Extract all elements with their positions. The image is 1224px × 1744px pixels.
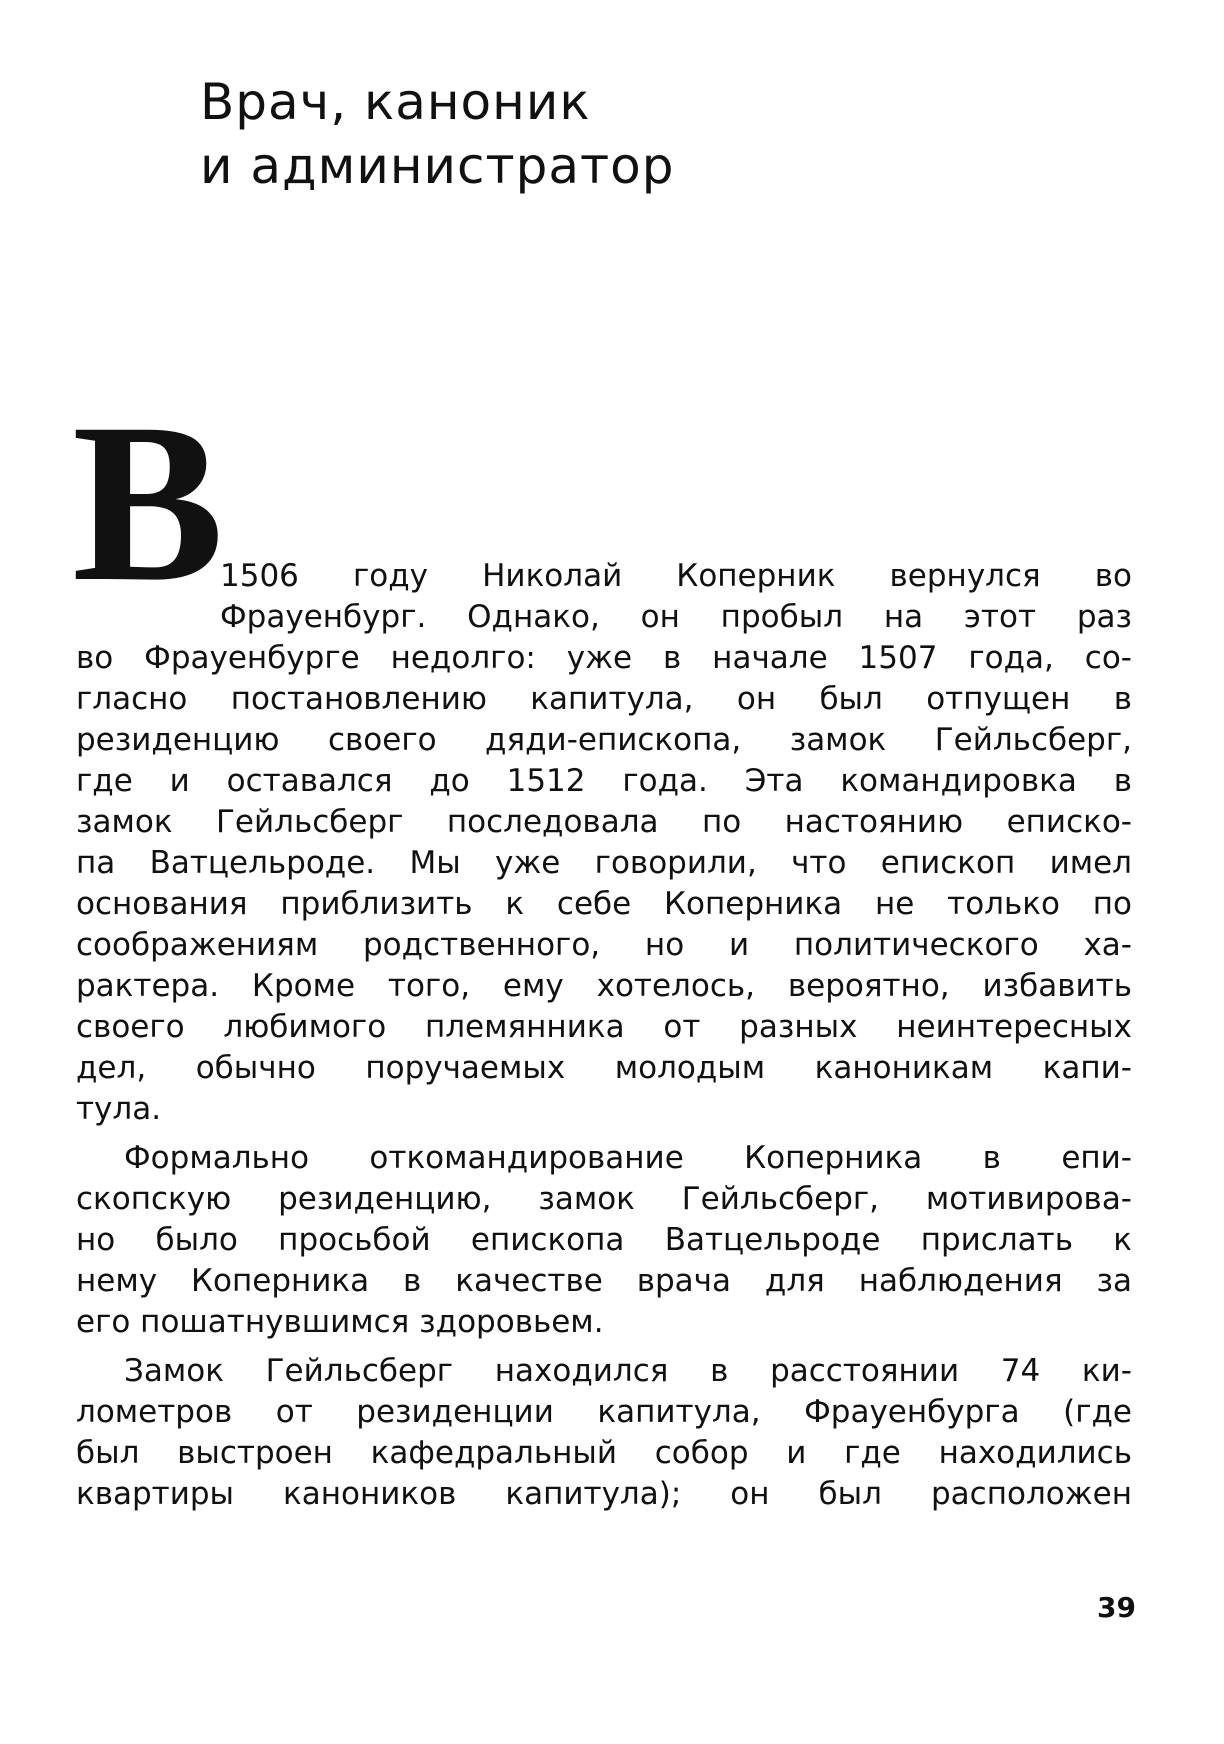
- text-line: дел, обычно поручаемых молодым каноникам капи-: [76, 1050, 1132, 1086]
- chapter-title: [200, 70, 900, 198]
- text-line: па Ватцельроде. Мы уже говорили, что епископ имел: [76, 845, 1132, 881]
- text-line: был выстроен кафедральный собор и где находились: [76, 1435, 1132, 1471]
- page-number: 39: [1097, 1591, 1136, 1624]
- body-text: [76, 556, 1132, 1515]
- text-line: лометров от резиденции капитула, Фрауенбурга (где: [76, 1394, 1132, 1430]
- paragraph-gap: [76, 1130, 1132, 1138]
- chapter-title-line: Врач, каноник: [200, 73, 591, 131]
- text-line: нему Коперника в качестве врача для наблюдения за: [76, 1263, 1132, 1299]
- text-line: квартиры каноников капитула); он был расположен: [76, 1476, 1132, 1512]
- text-line: Замок Гейльсберг находился в расстоянии 74 ки-: [124, 1353, 1132, 1389]
- text-line: основания приблизить к себе Коперника не только по: [76, 886, 1132, 922]
- text-line: резиденцию своего дяди-епископа, замок Гейльсберг,: [76, 722, 1132, 758]
- text-line: Формально откомандирование Коперника в епи-: [124, 1140, 1132, 1176]
- paragraph-gap: [76, 1343, 1132, 1351]
- text-line: рактера. Кроме того, ему хотелось, вероятно, избавить: [76, 968, 1132, 1004]
- text-line: но было просьбой епископа Ватцельроде прислать к: [76, 1222, 1132, 1258]
- text-line: Фрауенбург. Однако, он пробыл на этот раз: [220, 599, 1132, 635]
- text-line: где и оставался до 1512 года. Эта командировка в: [76, 763, 1132, 799]
- text-line: его пошатнувшимся здоровьем.: [76, 1304, 604, 1340]
- text-line: гласно постановлению капитула, он был отпущен в: [76, 681, 1132, 717]
- text-line: 1506 году Николай Коперник вернулся во: [220, 558, 1132, 594]
- chapter-title-line: и администратор: [200, 137, 675, 195]
- text-line: своего любимого племянника от разных неинтересных: [76, 1009, 1132, 1045]
- text-line: замок Гейльсберг последовала по настоянию еписко-: [76, 804, 1132, 840]
- text-line: во Фрауенбурге недолго: уже в начале 1507 года, со-: [76, 640, 1132, 676]
- text-line: скопскую резиденцию, замок Гейльсберг, мотивирова-: [76, 1181, 1132, 1217]
- text-line: соображениям родственного, но и политического ха-: [76, 927, 1132, 963]
- drop-cap-letter: В: [72, 377, 225, 629]
- text-line: тула.: [76, 1091, 162, 1127]
